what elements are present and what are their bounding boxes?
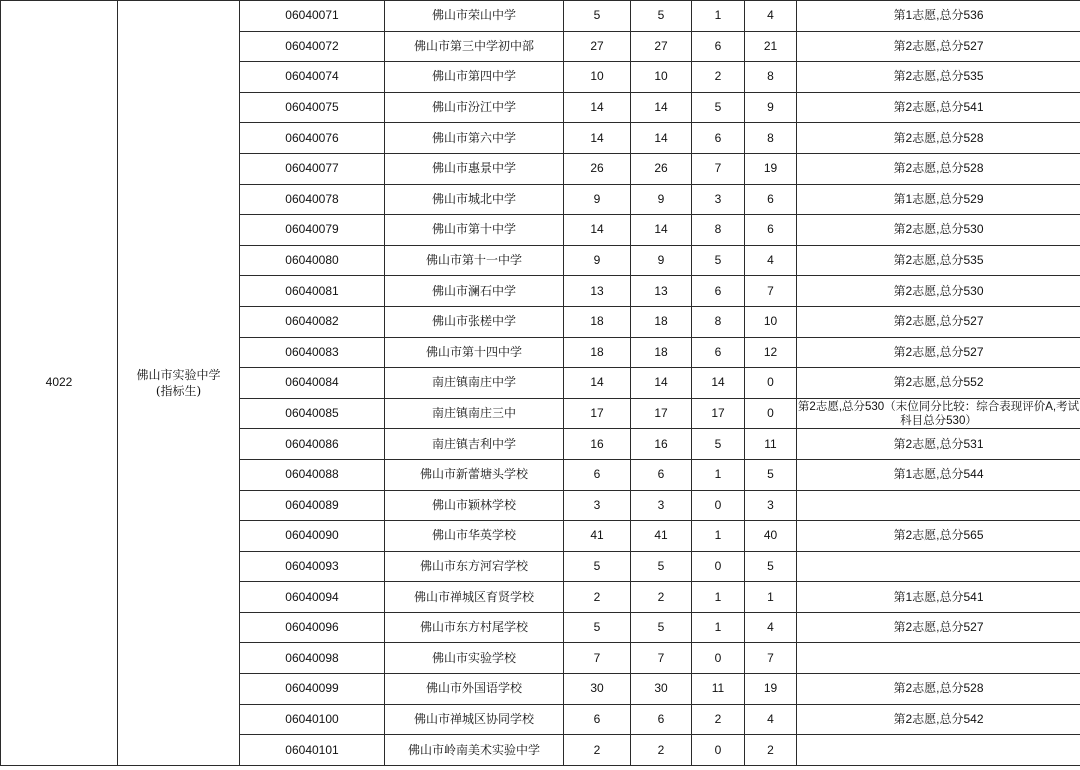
admitted-count-cell: 2	[692, 62, 745, 93]
remaining-count-cell: 4	[745, 245, 797, 276]
cutoff-note-cell: 第2志愿,总分527	[797, 612, 1080, 643]
remaining-count-cell: 6	[745, 215, 797, 246]
cutoff-note-cell: 第2志愿,总分528	[797, 674, 1080, 705]
cutoff-note-cell: 第2志愿,总分530（末位同分比较：综合表现评价A,考试科目总分530）	[797, 398, 1080, 429]
school-code-cell: 06040098	[240, 643, 385, 674]
school-code-cell: 06040078	[240, 184, 385, 215]
school-code-cell: 06040090	[240, 521, 385, 552]
remaining-count-cell: 10	[745, 306, 797, 337]
enroll-school-name: 佛山市实验中学	[136, 367, 221, 382]
remaining-count-cell: 0	[745, 368, 797, 399]
school-name-cell: 佛山市荣山中学	[385, 1, 564, 32]
admitted-count-cell: 1	[692, 521, 745, 552]
cutoff-note-cell: 第2志愿,总分527	[797, 31, 1080, 62]
plan-count-cell: 18	[564, 306, 631, 337]
plan-count-cell: 14	[564, 123, 631, 154]
school-name-cell: 佛山市实验学校	[385, 643, 564, 674]
school-name-cell: 佛山市东方村尾学校	[385, 612, 564, 643]
school-name-cell: 佛山市第十四中学	[385, 337, 564, 368]
quota-count-cell: 16	[631, 429, 692, 460]
admitted-count-cell: 5	[692, 245, 745, 276]
school-name-cell: 佛山市第三中学初中部	[385, 31, 564, 62]
remaining-count-cell: 12	[745, 337, 797, 368]
cutoff-note-cell: 第2志愿,总分530	[797, 276, 1080, 307]
plan-count-cell: 14	[564, 92, 631, 123]
plan-count-cell: 5	[564, 551, 631, 582]
quota-count-cell: 5	[631, 551, 692, 582]
cutoff-note-cell: 第1志愿,总分529	[797, 184, 1080, 215]
enroll-school-type: (指标生)	[155, 383, 202, 398]
admitted-count-cell: 5	[692, 429, 745, 460]
remaining-count-cell: 2	[745, 735, 797, 766]
table-body	[1, 1, 1080, 766]
cutoff-note-cell: 第1志愿,总分541	[797, 582, 1080, 613]
school-name-cell: 佛山市颖林学校	[385, 490, 564, 521]
school-code-cell: 06040071	[240, 1, 385, 32]
admitted-count-cell: 7	[692, 153, 745, 184]
remaining-count-cell: 11	[745, 429, 797, 460]
school-name-cell: 南庄镇南庄中学	[385, 368, 564, 399]
cutoff-note-cell	[797, 735, 1080, 766]
school-name-cell: 佛山市禅城区协同学校	[385, 704, 564, 735]
school-name-cell: 佛山市华英学校	[385, 521, 564, 552]
remaining-count-cell: 4	[745, 1, 797, 32]
remaining-count-cell: 21	[745, 31, 797, 62]
quota-count-cell: 14	[631, 123, 692, 154]
cutoff-note-cell	[797, 490, 1080, 521]
cutoff-note-cell: 第2志愿,总分542	[797, 704, 1080, 735]
admitted-count-cell: 11	[692, 674, 745, 705]
plan-count-cell: 2	[564, 735, 631, 766]
school-code-cell: 06040072	[240, 31, 385, 62]
school-name-cell: 佛山市东方河宕学校	[385, 551, 564, 582]
remaining-count-cell: 8	[745, 123, 797, 154]
remaining-count-cell: 5	[745, 551, 797, 582]
school-code-cell: 06040093	[240, 551, 385, 582]
cutoff-note-cell: 第2志愿,总分527	[797, 337, 1080, 368]
quota-count-cell: 13	[631, 276, 692, 307]
remaining-count-cell: 7	[745, 276, 797, 307]
admitted-count-cell: 1	[692, 612, 745, 643]
quota-count-cell: 41	[631, 521, 692, 552]
school-name-cell: 南庄镇吉利中学	[385, 429, 564, 460]
plan-count-cell: 27	[564, 31, 631, 62]
cutoff-note-cell	[797, 551, 1080, 582]
plan-count-cell: 18	[564, 337, 631, 368]
school-code-cell: 06040076	[240, 123, 385, 154]
admitted-count-cell: 3	[692, 184, 745, 215]
plan-count-cell: 5	[564, 612, 631, 643]
plan-count-cell: 6	[564, 459, 631, 490]
admitted-count-cell: 6	[692, 276, 745, 307]
admitted-count-cell: 0	[692, 551, 745, 582]
school-name-cell: 佛山市城北中学	[385, 184, 564, 215]
school-code-cell: 06040077	[240, 153, 385, 184]
school-code-cell: 06040075	[240, 92, 385, 123]
admitted-count-cell: 1	[692, 1, 745, 32]
quota-count-cell: 2	[631, 582, 692, 613]
quota-count-cell: 7	[631, 643, 692, 674]
admitted-count-cell: 0	[692, 735, 745, 766]
quota-count-cell: 14	[631, 368, 692, 399]
school-code-cell: 06040079	[240, 215, 385, 246]
school-code-cell: 06040099	[240, 674, 385, 705]
quota-count-cell: 5	[631, 1, 692, 32]
quota-count-cell: 14	[631, 215, 692, 246]
school-code-cell: 06040080	[240, 245, 385, 276]
plan-count-cell: 26	[564, 153, 631, 184]
school-code-cell: 06040083	[240, 337, 385, 368]
remaining-count-cell: 5	[745, 459, 797, 490]
school-name-cell: 佛山市澜石中学	[385, 276, 564, 307]
remaining-count-cell: 19	[745, 153, 797, 184]
group-code-cell: 4022	[1, 1, 118, 766]
cutoff-note-cell: 第2志愿,总分535	[797, 245, 1080, 276]
school-name-cell: 佛山市汾江中学	[385, 92, 564, 123]
admitted-count-cell: 17	[692, 398, 745, 429]
plan-count-cell: 3	[564, 490, 631, 521]
plan-count-cell: 14	[564, 368, 631, 399]
school-code-cell: 06040086	[240, 429, 385, 460]
remaining-count-cell: 7	[745, 643, 797, 674]
cutoff-note-cell: 第2志愿,总分528	[797, 153, 1080, 184]
school-code-cell: 06040085	[240, 398, 385, 429]
quota-count-cell: 6	[631, 704, 692, 735]
school-name-cell: 佛山市新蕾塘头学校	[385, 459, 564, 490]
school-name-cell: 佛山市岭南美术实验中学	[385, 735, 564, 766]
remaining-count-cell: 0	[745, 398, 797, 429]
school-name-cell: 南庄镇南庄三中	[385, 398, 564, 429]
plan-count-cell: 9	[564, 245, 631, 276]
plan-count-cell: 16	[564, 429, 631, 460]
school-name-cell: 佛山市第十中学	[385, 215, 564, 246]
plan-count-cell: 9	[564, 184, 631, 215]
quota-count-cell: 5	[631, 612, 692, 643]
quota-count-cell: 30	[631, 674, 692, 705]
admitted-count-cell: 5	[692, 92, 745, 123]
table-row	[1, 1, 1080, 32]
quota-count-cell: 26	[631, 153, 692, 184]
remaining-count-cell: 4	[745, 612, 797, 643]
remaining-count-cell: 4	[745, 704, 797, 735]
quota-count-cell: 14	[631, 92, 692, 123]
plan-count-cell: 14	[564, 215, 631, 246]
quota-count-cell: 18	[631, 306, 692, 337]
remaining-count-cell: 3	[745, 490, 797, 521]
plan-count-cell: 30	[564, 674, 631, 705]
cutoff-note-cell: 第2志愿,总分535	[797, 62, 1080, 93]
plan-count-cell: 2	[564, 582, 631, 613]
cutoff-note-cell: 第2志愿,总分527	[797, 306, 1080, 337]
remaining-count-cell: 8	[745, 62, 797, 93]
admitted-count-cell: 1	[692, 582, 745, 613]
school-code-cell: 06040101	[240, 735, 385, 766]
enroll-school-cell	[118, 1, 240, 766]
school-code-cell: 06040089	[240, 490, 385, 521]
quota-count-cell: 3	[631, 490, 692, 521]
admitted-count-cell: 1	[692, 459, 745, 490]
admitted-count-cell: 6	[692, 31, 745, 62]
school-code-cell: 06040094	[240, 582, 385, 613]
cutoff-note-cell: 第2志愿,总分530	[797, 215, 1080, 246]
school-code-cell: 06040100	[240, 704, 385, 735]
school-code-cell: 06040082	[240, 306, 385, 337]
cutoff-note-cell: 第1志愿,总分544	[797, 459, 1080, 490]
school-name-cell: 佛山市惠景中学	[385, 153, 564, 184]
school-name-cell: 佛山市张槎中学	[385, 306, 564, 337]
school-code-cell: 06040081	[240, 276, 385, 307]
remaining-count-cell: 1	[745, 582, 797, 613]
plan-count-cell: 5	[564, 1, 631, 32]
admitted-count-cell: 8	[692, 306, 745, 337]
plan-count-cell: 41	[564, 521, 631, 552]
school-code-cell: 06040084	[240, 368, 385, 399]
admitted-count-cell: 6	[692, 123, 745, 154]
cutoff-note-cell: 第1志愿,总分536	[797, 1, 1080, 32]
remaining-count-cell: 40	[745, 521, 797, 552]
cutoff-note-cell: 第2志愿,总分541	[797, 92, 1080, 123]
cutoff-note-cell: 第2志愿,总分531	[797, 429, 1080, 460]
plan-count-cell: 10	[564, 62, 631, 93]
school-name-cell: 佛山市第六中学	[385, 123, 564, 154]
cutoff-note-cell	[797, 643, 1080, 674]
admitted-count-cell: 6	[692, 337, 745, 368]
admitted-count-cell: 8	[692, 215, 745, 246]
school-code-cell: 06040088	[240, 459, 385, 490]
cutoff-note-cell: 第2志愿,总分565	[797, 521, 1080, 552]
school-name-cell: 佛山市外国语学校	[385, 674, 564, 705]
cutoff-note-cell: 第2志愿,总分528	[797, 123, 1080, 154]
plan-count-cell: 13	[564, 276, 631, 307]
plan-count-cell: 17	[564, 398, 631, 429]
school-name-cell: 佛山市禅城区育贤学校	[385, 582, 564, 613]
school-name-cell: 佛山市第十一中学	[385, 245, 564, 276]
school-name-cell: 佛山市第四中学	[385, 62, 564, 93]
quota-count-cell: 18	[631, 337, 692, 368]
admitted-count-cell: 0	[692, 643, 745, 674]
quota-count-cell: 9	[631, 245, 692, 276]
quota-count-cell: 2	[631, 735, 692, 766]
quota-count-cell: 17	[631, 398, 692, 429]
plan-count-cell: 6	[564, 704, 631, 735]
cutoff-note-cell: 第2志愿,总分552	[797, 368, 1080, 399]
quota-count-cell: 10	[631, 62, 692, 93]
admitted-count-cell: 14	[692, 368, 745, 399]
admitted-count-cell: 2	[692, 704, 745, 735]
remaining-count-cell: 19	[745, 674, 797, 705]
quota-count-cell: 9	[631, 184, 692, 215]
school-code-cell: 06040096	[240, 612, 385, 643]
quota-count-cell: 6	[631, 459, 692, 490]
remaining-count-cell: 9	[745, 92, 797, 123]
remaining-count-cell: 6	[745, 184, 797, 215]
admitted-count-cell: 0	[692, 490, 745, 521]
quota-count-cell: 27	[631, 31, 692, 62]
school-code-cell: 06040074	[240, 62, 385, 93]
plan-count-cell: 7	[564, 643, 631, 674]
